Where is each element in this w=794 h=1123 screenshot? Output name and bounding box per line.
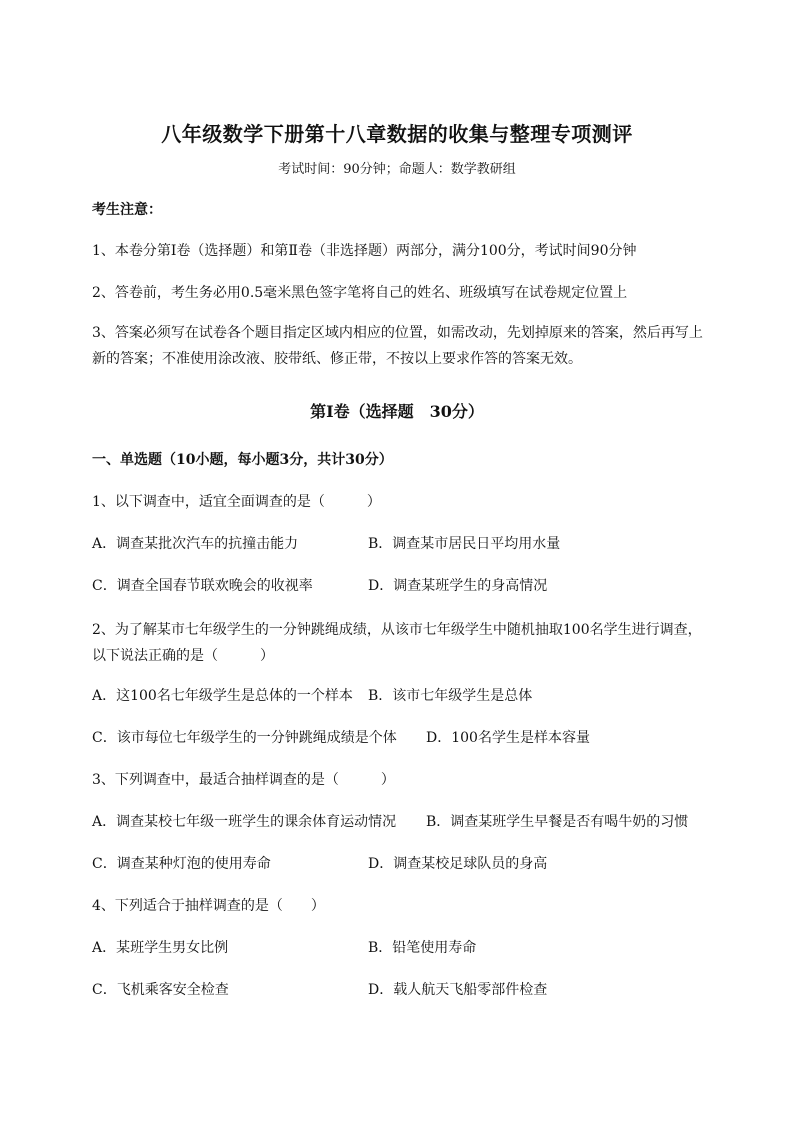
question-2-option-b: B．该市七年级学生是总体 [368, 688, 533, 704]
question-3-option-c: C．调查某种灯泡的使用寿命 [92, 856, 271, 872]
question-4-option-b: B．铅笔使用寿命 [368, 940, 477, 956]
question-4-option-a: A．某班学生男女比例 [92, 940, 229, 956]
question-3-option-d: D．调查某校足球队员的身高 [368, 856, 548, 872]
question-3-stem: 3、下列调查中，最适合抽样调查的是（ ） [92, 772, 395, 788]
question-1-option-d: D．调查某班学生的身高情况 [368, 578, 548, 594]
question-2-stem: 2、为了解某市七年级学生的一分钟跳绳成绩，从该市七年级学生中随机抽取100名学生进行调查，以下说法正确的是（ ） [92, 622, 702, 664]
question-2-option-c: C．该市每位七年级学生的一分钟跳绳成绩是个体 [92, 730, 397, 746]
question-1-option-a: A．调查某批次汽车的抗撞击能力 [92, 536, 299, 552]
section-title: 第Ⅰ卷（选择题 30分） [310, 402, 484, 421]
question-4-option-d: D．载人航天飞船零部件检查 [368, 982, 548, 998]
question-4-stem: 4、下列适合于抽样调查的是（ ） [92, 898, 325, 914]
part-heading: 一、单选题（10小题，每小题3分，共计30分） [92, 452, 393, 468]
question-1-stem: 1、以下调查中，适宜全面调查的是（ ） [92, 494, 381, 510]
question-2-option-d: D．100名学生是样本容量 [426, 730, 590, 746]
question-3-option-b: B．调查某班学生早餐是否有喝牛奶的习惯 [426, 814, 689, 830]
exam-subtitle: 考试时间：90分钟；命题人：数学教研组 [278, 162, 516, 177]
question-1-option-b: B．调查某市居民日平均用水量 [368, 536, 561, 552]
notice-item-1: 1、本卷分第Ⅰ卷（选择题）和第Ⅱ卷（非选择题）两部分，满分100分，考试时间90分钟 [92, 243, 637, 259]
question-1-option-c: C．调查全国春节联欢晚会的收视率 [92, 578, 313, 594]
question-3-option-a: A．调查某校七年级一班学生的课余体育运动情况 [92, 814, 397, 830]
question-2-option-a: A．这100名七年级学生是总体的一个样本 [92, 688, 353, 704]
notice-item-3: 3、答案必须写在试卷各个题目指定区域内相应的位置，如需改动，先划掉原来的答案，然后再写上新的答案；不准使用涂改液、胶带纸、修正带，不按以上要求作答的答案无效。 [92, 325, 703, 367]
notice-item-2: 2、答卷前，考生务必用0.5毫米黑色签字笔将自己的姓名、班级填写在试卷规定位置上 [92, 285, 628, 301]
question-4-option-c: C．飞机乘客安全检查 [92, 982, 229, 998]
notice-heading: 考生注意： [92, 202, 162, 218]
exam-title: 八年级数学下册第十八章数据的收集与整理专项测评 [161, 122, 633, 146]
